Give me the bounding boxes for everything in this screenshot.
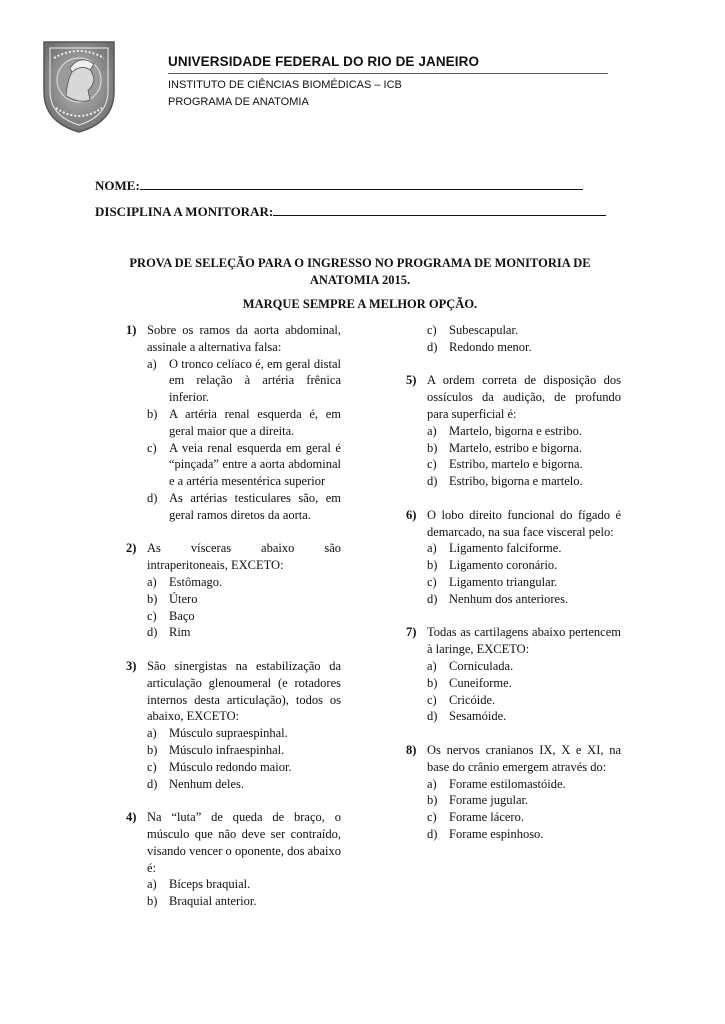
option-text: O tronco celíaco é, em geral distal em relação à artéria frênica inferior. [169, 356, 341, 405]
question [126, 809, 341, 910]
answer-option[interactable] [147, 624, 341, 641]
answer-option[interactable] [427, 339, 621, 356]
university-seal-logo [40, 36, 118, 134]
header-divider [168, 73, 608, 74]
option-text: Cricóide. [449, 692, 496, 707]
option-text: Martelo, bigorna e estribo. [449, 423, 582, 438]
answer-option[interactable] [427, 708, 621, 725]
discipline-field[interactable] [95, 203, 606, 220]
exam-instruction: MARQUE SEMPRE A MELHOR OPÇÃO. [242, 297, 478, 311]
program-name: PROGRAMA DE ANATOMIA [168, 96, 309, 108]
option-text: Baço [169, 608, 195, 623]
option-letter: b) [427, 675, 438, 690]
option-text: As artérias testiculares são, em geral ramos diretos da aorta. [169, 490, 341, 522]
option-letter: a) [427, 541, 437, 556]
question-number: 1) [126, 323, 137, 337]
option-letter: d) [427, 474, 438, 489]
question-text: Todas as cartilagens abaixo pertencem à laringe, EXCETO: [427, 625, 621, 657]
option-letter: a) [427, 423, 437, 438]
option-letter: c) [427, 323, 437, 337]
question-number: 2) [126, 541, 137, 556]
option-text: Músculo infraespinhal. [169, 742, 285, 757]
answer-option[interactable] [427, 322, 621, 339]
name-label: NOME: [95, 178, 140, 193]
question-text: A ordem correta de disposição dos ossículos da audição, de profundo para superficial é: [427, 373, 621, 421]
option-text: Forame espinhoso. [449, 826, 544, 841]
institute-name: INSTITUTO DE CIÊNCIAS BIOMÉDICAS – ICB [168, 79, 402, 91]
question-number: 4) [126, 810, 137, 825]
question-text: O lobo direito funcional do fígado é demarcado, na sua face visceral pelo: [427, 507, 621, 539]
option-letter: a) [147, 574, 157, 589]
answer-option[interactable] [427, 423, 621, 440]
option-text: A veia renal esquerda em geral é “pinçada” entre a aorta abdominal e a artéria mesentérica superior [169, 440, 341, 489]
question-number: 3) [126, 658, 137, 673]
option-letter: c) [427, 574, 437, 589]
option-letter: d) [147, 625, 158, 640]
option-letter: b) [147, 406, 158, 421]
question [126, 658, 341, 792]
option-text: Subescapular. [449, 323, 519, 337]
name-field[interactable] [95, 177, 583, 194]
option-text: Forame lácero. [449, 810, 524, 825]
option-text: Nenhum dos anteriores. [449, 591, 569, 606]
option-text: Estribo, martelo e bigorna. [449, 457, 583, 472]
answer-option[interactable] [147, 406, 341, 440]
option-text: Ligamento coronário. [449, 558, 558, 573]
answer-option[interactable] [427, 540, 621, 557]
option-text: Forame jugular. [449, 793, 529, 808]
discipline-label: DISCIPLINA A MONITORAR: [95, 204, 274, 219]
option-letter: a) [427, 776, 437, 791]
option-text: Forame estilomastóide. [449, 776, 566, 791]
option-text: Rim [169, 625, 191, 640]
option-letter: d) [427, 339, 438, 354]
question [406, 507, 621, 608]
option-letter: c) [147, 440, 157, 455]
question-text: Na “luta” de queda de braço, o músculo que não deve ser contraído, visando vencer o oponente, dos abaixo é: [147, 810, 341, 875]
option-text: Redondo menor. [449, 339, 532, 354]
document-header [168, 54, 608, 111]
option-letter: a) [147, 877, 157, 892]
option-letter: a) [147, 356, 157, 371]
option-text: Cuneiforme. [449, 675, 512, 690]
option-text: Ligamento falciforme. [449, 541, 562, 556]
answer-option[interactable] [147, 356, 341, 406]
university-name: UNIVERSIDADE FEDERAL DO RIO DE JANEIRO [168, 54, 480, 69]
option-text: Braquial anterior. [169, 894, 257, 909]
answer-option[interactable] [427, 692, 621, 709]
option-letter: c) [147, 759, 157, 774]
answer-option[interactable] [427, 809, 621, 826]
answer-option[interactable] [427, 826, 621, 843]
answer-option[interactable] [147, 490, 341, 524]
option-letter: a) [147, 726, 157, 741]
question [126, 540, 341, 641]
answer-option[interactable] [427, 440, 621, 457]
answer-option[interactable] [147, 440, 341, 490]
option-text: Bíceps braquial. [169, 877, 251, 892]
option-letter: b) [427, 793, 438, 808]
question [406, 372, 621, 490]
answer-option[interactable] [427, 473, 621, 490]
answer-option[interactable] [427, 792, 621, 809]
option-text: A artéria renal esquerda é, em geral maior que a direita. [169, 406, 341, 438]
option-text: Corniculada. [449, 658, 514, 673]
question-text: São sinergistas na estabilização da articulação glenoumeral (e rotadores internos desta articulação), todos os abaixo, EXCETO: [147, 658, 341, 724]
option-text: Ligamento triangular. [449, 574, 558, 589]
answer-option[interactable] [427, 675, 621, 692]
answer-option[interactable] [147, 759, 341, 776]
option-text: Martelo, estribo e bigorna. [449, 440, 582, 455]
question [406, 742, 621, 843]
option-letter: b) [147, 591, 158, 606]
option-letter: b) [427, 440, 438, 455]
option-letter: b) [147, 894, 158, 909]
option-text: Estômago. [169, 574, 223, 589]
option-text: Músculo redondo maior. [169, 759, 292, 774]
option-text: Nenhum deles. [169, 776, 244, 791]
question-continuation [406, 322, 621, 356]
option-text: Músculo supraespinhal. [169, 726, 288, 741]
question-text: Sobre os ramos da aorta abdominal, assinale a alternativa falsa: [147, 323, 341, 354]
answer-option[interactable] [147, 725, 341, 742]
question-number: 8) [406, 742, 417, 757]
left-column [126, 322, 341, 927]
question [406, 624, 621, 725]
question-number: 6) [406, 507, 417, 522]
answer-option[interactable] [427, 456, 621, 473]
option-letter: c) [427, 692, 437, 707]
answer-option[interactable] [147, 591, 341, 608]
answer-option[interactable] [427, 658, 621, 675]
question-text: As vísceras abaixo são intraperitoneais, EXCETO: [147, 541, 341, 573]
option-text: Útero [169, 591, 198, 606]
option-letter: d) [147, 490, 158, 505]
right-column [406, 322, 621, 860]
option-letter: c) [427, 810, 437, 825]
option-letter: d) [427, 826, 438, 841]
answer-option[interactable] [147, 876, 341, 893]
option-letter: d) [427, 591, 438, 606]
option-letter: a) [427, 658, 437, 673]
option-letter: c) [427, 457, 437, 472]
answer-option[interactable] [427, 776, 621, 793]
option-letter: d) [427, 709, 438, 724]
question-number: 7) [406, 625, 417, 640]
option-letter: c) [147, 608, 157, 623]
exam-title: PROVA DE SELEÇÃO PARA O INGRESSO NO PROGRAMA DE MONITORIA DE ANATOMIA 2015. [129, 256, 591, 287]
option-letter: b) [427, 558, 438, 573]
answer-option[interactable] [427, 574, 621, 591]
answer-option[interactable] [427, 591, 621, 608]
option-text: Sesamóide. [449, 709, 507, 724]
discipline-blank-line[interactable] [273, 203, 606, 216]
option-text: Estribo, bigorna e martelo. [449, 474, 583, 489]
name-blank-line[interactable] [140, 177, 583, 190]
answer-option[interactable] [427, 557, 621, 574]
option-letter: b) [147, 742, 158, 757]
question-number: 5) [406, 373, 417, 388]
question [126, 322, 341, 524]
answer-option[interactable] [147, 893, 341, 910]
answer-option[interactable] [147, 574, 341, 591]
option-letter: d) [147, 776, 158, 791]
answer-option[interactable] [147, 742, 341, 759]
answer-option[interactable] [147, 776, 341, 793]
answer-option[interactable] [147, 608, 341, 625]
question-text: Os nervos cranianos IX, X e XI, na base do crânio emergem através do: [427, 742, 621, 774]
